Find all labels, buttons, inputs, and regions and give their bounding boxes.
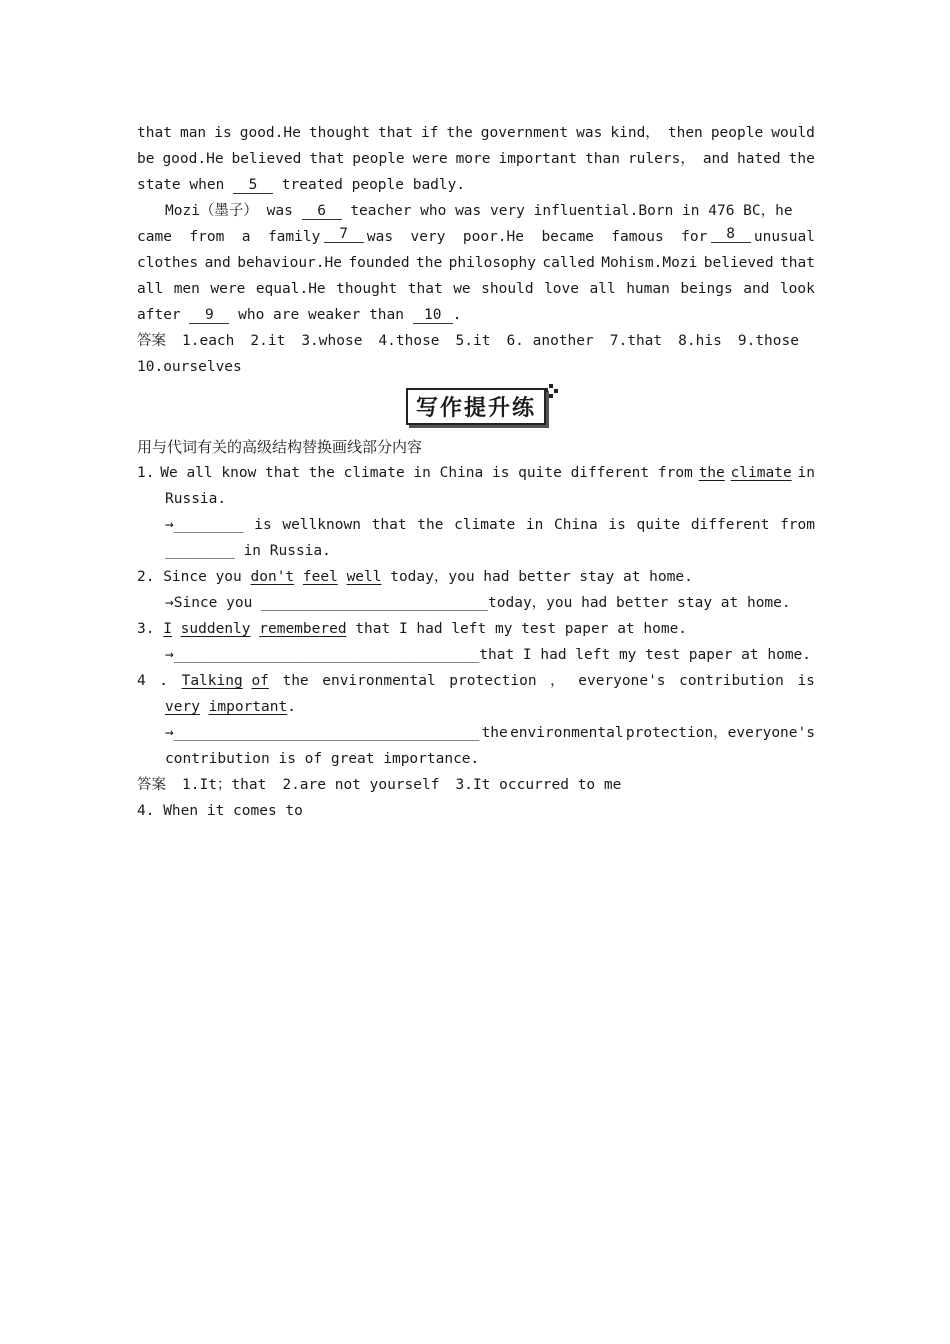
question-number: 1.: [137, 465, 155, 481]
passage-word: believed: [231, 151, 302, 167]
question-word: contribution: [679, 673, 784, 689]
answer-item: 2.it: [250, 333, 286, 349]
passage-word: founded: [348, 255, 410, 271]
passage-word: that: [407, 281, 443, 297]
passage-word: were: [210, 281, 246, 297]
passage-word: were: [412, 151, 448, 167]
passage-word: love: [544, 281, 579, 297]
question-text: .: [287, 699, 296, 715]
passage-word: and: [743, 281, 770, 297]
passage-word: good.He: [239, 125, 301, 141]
rewrite-word: wellknown: [282, 517, 361, 533]
passage-word: man: [179, 125, 207, 141]
question-text: Since you: [163, 569, 242, 585]
question-4-line-2: [137, 694, 815, 720]
passage-text: treated people badly.: [281, 177, 466, 193]
answer-blank[interactable]: ___________________________________: [173, 647, 480, 663]
question-4-rewrite: [137, 720, 815, 746]
answer-blank[interactable]: __________________________: [261, 595, 489, 611]
passage-word: people: [352, 151, 405, 167]
document-page: [137, 120, 815, 824]
question-4-rewrite-line-2: contribution is of great importance.: [165, 751, 480, 767]
passage-word: if: [421, 125, 439, 141]
passage-word: the: [446, 125, 473, 141]
underlined-word: of: [251, 673, 269, 689]
answer-label: 答案: [137, 777, 166, 793]
answer-label: 答案: [137, 333, 166, 349]
passage-line-7: [137, 276, 815, 302]
passage-word: human: [626, 281, 670, 297]
answer-blank[interactable]: ________: [173, 517, 244, 533]
answer-item: 1.each: [182, 333, 235, 349]
underlined-word: I: [163, 621, 172, 637]
underlined-phrase: [182, 668, 269, 694]
passage-word: kind，: [610, 125, 660, 141]
question-2: [137, 564, 815, 590]
question-number: 4: [137, 673, 146, 689]
rewrite-word: is: [608, 517, 626, 533]
underlined-word: suddenly: [180, 621, 251, 637]
passage-word: should: [481, 281, 534, 297]
passage-word: that: [137, 125, 172, 141]
passage-word: called: [542, 255, 595, 271]
underlined-word: remembered: [259, 621, 347, 637]
question-word: environmental: [322, 673, 436, 689]
passage-word: hated: [737, 151, 781, 167]
passage-word: behaviour.He: [237, 255, 342, 271]
underlined-word: the: [698, 465, 725, 481]
question-text: that I had left my test paper at home.: [355, 621, 688, 637]
passage-word: clothes: [137, 255, 199, 271]
rewrite-word: environmental: [510, 725, 624, 741]
question-text: in Russia.: [243, 543, 331, 559]
blank-6[interactable]: 6: [302, 201, 342, 220]
question-1: [137, 460, 815, 486]
passage-word: believed: [703, 255, 774, 271]
question-word: is: [797, 673, 815, 689]
blank-5[interactable]: 5: [233, 175, 273, 194]
underlined-word: climate: [730, 465, 792, 481]
passage-word: look: [779, 281, 815, 297]
passage-word: was: [576, 125, 603, 141]
question-1-line-2: Russia.: [165, 491, 227, 507]
answer-key-2: [137, 772, 815, 798]
answer-item: 10.ourselves: [137, 359, 242, 375]
question-text: today，you had better stay at home.: [390, 569, 693, 585]
passage-text: Mozi（墨子） was: [165, 203, 293, 219]
blank-10[interactable]: 10: [413, 305, 453, 324]
passage-word: that: [309, 151, 345, 167]
arrow-icon: →________: [165, 517, 244, 533]
passage-word: the: [416, 255, 443, 271]
section-title: [406, 388, 546, 425]
rewrite-word: is: [254, 517, 272, 533]
corner-dots-icon: [544, 384, 558, 398]
passage-word: that: [780, 255, 815, 271]
underlined-word: very: [165, 699, 200, 715]
question-text: in: [797, 465, 815, 481]
passage-line-5: [137, 224, 815, 250]
rewrite-word: different: [690, 517, 770, 533]
question-1-rewrite: [137, 512, 815, 538]
answer-blank[interactable]: ________: [165, 543, 235, 559]
blank-8[interactable]: 8: [711, 224, 751, 243]
underlined-word: important: [208, 699, 288, 715]
question-1-rewrite-line-2: [137, 538, 815, 564]
passage-word: all: [589, 281, 616, 297]
answer-item: 8.his: [678, 333, 722, 349]
passage-text: was very poor.He became famous for: [366, 229, 708, 245]
answer-item: 9.those: [737, 333, 799, 349]
answer-key-1-cont: [137, 354, 815, 380]
underlined-word: feel: [302, 569, 338, 585]
answer-item: 6. another: [506, 333, 594, 349]
question-word: the: [282, 673, 309, 689]
passage-word: would: [771, 125, 815, 141]
passage-text: teacher who was very influential.Born in 476 BC，he: [350, 203, 793, 219]
passage-word: and: [204, 255, 231, 271]
passage-text: who are weaker than: [238, 307, 404, 323]
question-number: 2.: [137, 569, 155, 585]
passage-text: .: [452, 307, 462, 323]
underlined-word: Talking: [181, 673, 243, 689]
arrow-icon: →: [165, 647, 174, 663]
passage-word: government: [480, 125, 569, 141]
answer-item: 7.that: [609, 333, 663, 349]
rewrite-word: China: [554, 517, 598, 533]
question-word: protection: [449, 673, 537, 689]
question-text: Since you: [173, 595, 253, 611]
blank-9[interactable]: 9: [189, 305, 229, 324]
passage-line-1: [137, 120, 815, 146]
passage-word: is: [214, 125, 232, 141]
passage-text: state when: [137, 177, 225, 193]
passage-text: came from a family: [137, 229, 321, 245]
answer-item: 4. When it comes to: [137, 803, 303, 819]
underlined-word: well: [346, 569, 382, 585]
passage-text: unusual: [753, 229, 815, 245]
question-2-rewrite: [137, 590, 815, 616]
section-header: [137, 382, 815, 430]
rewrite-word: from: [780, 517, 815, 533]
passage-line-8: [137, 302, 815, 328]
answer-item: 1.It；that: [182, 777, 267, 793]
question-text: We all know that the climate in China is quite different from: [160, 465, 693, 481]
passage-line-3: [137, 172, 815, 198]
answer-item: 4.those: [378, 333, 440, 349]
passage-word: all: [137, 281, 164, 297]
rewrite-word: that: [371, 517, 407, 533]
passage-word: and: [702, 151, 730, 167]
passage-word: than: [585, 151, 620, 167]
rewrite-word: in: [525, 517, 544, 533]
passage-word: equal.He: [255, 281, 326, 297]
rewrite-word: the: [417, 517, 444, 533]
passage-word: beings: [680, 281, 733, 297]
answer-item: 2.are not yourself: [282, 777, 440, 793]
question-4: [137, 668, 815, 694]
passage-word: the: [788, 151, 815, 167]
passage-word: important: [498, 151, 578, 167]
passage-word: men: [173, 281, 200, 297]
question-text: that I had left my test paper at home.: [479, 647, 812, 663]
answer-item: 3.It occurred to me: [455, 777, 622, 793]
section-instruction: 用与代词有关的高级结构替换画线部分内容: [137, 438, 423, 456]
question-dot: .: [159, 673, 169, 689]
rewrite-word: the: [481, 725, 508, 741]
passage-word: be: [137, 151, 155, 167]
question-number: 3.: [137, 621, 155, 637]
passage-word: thought: [336, 281, 398, 297]
question-3-rewrite: [137, 642, 815, 668]
answer-item: 5.it: [455, 333, 491, 349]
answer-blank[interactable]: ___________________________________: [173, 725, 480, 741]
answer-key-1: [137, 328, 815, 354]
passage-word: that: [378, 125, 413, 141]
passage-word: good.He: [162, 151, 224, 167]
passage-line-4: [137, 198, 815, 224]
question-3: [137, 616, 815, 642]
question-word: ，: [550, 673, 565, 689]
arrow-icon: →___________________________________: [165, 725, 480, 741]
blank-7[interactable]: 7: [324, 224, 364, 243]
answer-key-2-cont: [137, 798, 815, 824]
rewrite-word: quite: [636, 517, 681, 533]
question-text: today，you had better stay at home.: [488, 595, 791, 611]
passage-line-2: [137, 146, 815, 172]
answer-item: 3.whose: [301, 333, 363, 349]
passage-word: rulers，: [627, 151, 695, 167]
passage-word: philosophy: [448, 255, 536, 271]
section-title-text: 写作提升练: [415, 395, 536, 421]
arrow-icon: →: [165, 595, 174, 611]
underlined-word: don't: [250, 569, 295, 585]
rewrite-word: climate: [454, 517, 516, 533]
passage-word: then: [667, 125, 703, 141]
rewrite-word: protection，everyone's: [625, 725, 815, 741]
passage-word: thought: [308, 125, 370, 141]
passage-word: more: [455, 151, 491, 167]
passage-line-6: [137, 250, 815, 276]
passage-word: we: [453, 281, 471, 297]
question-word: everyone's: [578, 673, 666, 689]
passage-word: Mohism.Mozi: [601, 255, 698, 271]
passage-word: people: [710, 125, 764, 141]
passage-text: after: [137, 307, 181, 323]
